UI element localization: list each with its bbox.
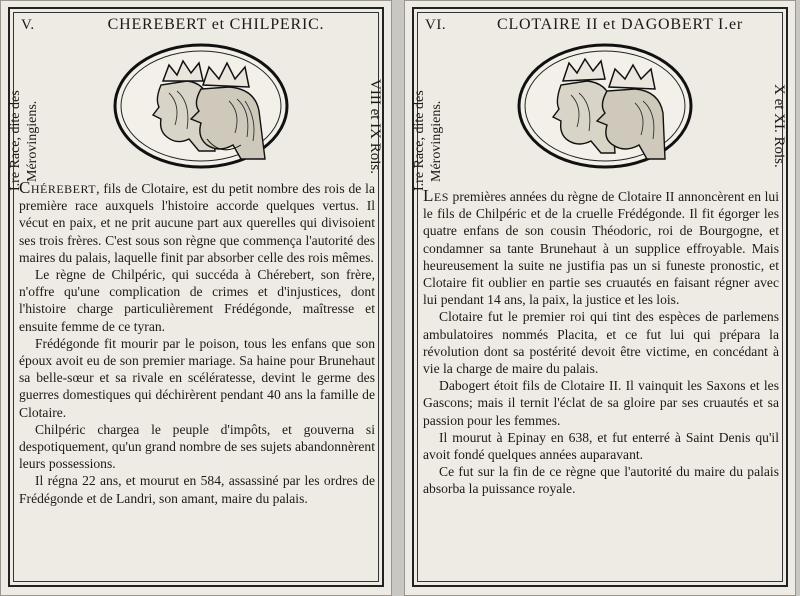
card-number: VI. xyxy=(425,17,447,33)
paragraph: Il régna 22 ans, et mourut en 584, assassiné par les ordres de Frédégonde et de Landri, son amant, maire du palais. xyxy=(19,473,375,506)
card-body xyxy=(19,179,375,507)
card-title: CHEREBERT et CHILPERIC. xyxy=(107,16,325,33)
kings-caption: X et XI. Rois. xyxy=(771,84,787,168)
card-clotaire-dagobert xyxy=(404,0,796,596)
card-number: V. xyxy=(21,17,35,33)
card-title: CLOTAIRE II et DAGOBERT I.er xyxy=(496,16,744,33)
paragraph: Les premières années du règne de Clotaire II annoncèrent en lui le fils de Chilpéric et de la cruelle Frédégonde. Il fit égorger les quatre enfans de son cousin Théodoric, roi de Bourgogne, et condamner sa tante Brunehaut à un supplice effroyable. Mais heureusement la suite ne justifia pas un si funeste pronostic, et Clotaire fit oublier en partie ses cruautés en faisant régner avec lui pendant 14 ans, la paix, la justice et les lois. xyxy=(423,186,779,308)
paragraph: Frédégonde fit mourir par le poison, tous les enfans que son époux avoit eu de son premier mariage. Sa haine pour Brunehaut sa belle-sœur et sa rivale en scélératesse, devint le germe des guerres domestiques qui déchirèrent pendant 40 ans la famille de Clotaire. xyxy=(19,335,375,420)
card-body xyxy=(423,187,779,498)
dynasty-caption: I.re Race, dite des Mérovingiens. xyxy=(412,90,444,192)
medallion-portrait xyxy=(111,41,291,171)
paragraph: Il mourut à Epinay en 638, et fut enterré à Saint Denis qu'il avoit fondé quelques années auparavant. xyxy=(423,429,779,463)
paragraph: Le règne de Chilpéric, qui succéda à Chérebert, son frère, n'offre qu'une complication de crimes et d'injustices, dont l'histoire charge particulièrement Frédégonde, maîtresse et ensuite femme de ce tyran. xyxy=(19,267,375,334)
paragraph: Chilpéric chargea le peuple d'impôts, et gouverna si despotiquement, qu'un grand nombre de ses sujets abandonnèrent leurs possessions. xyxy=(19,421,375,472)
paragraph: Ce fut sur la fin de ce règne que l'autorité du maire du palais absorba la puissance royale. xyxy=(423,464,779,497)
paragraph: Dabogert étoit fils de Clotaire II. Il vainquit les Saxons et les Gascons; mais il ternit l'éclat de sa gloire par ses cruautés et sa passion pour les femmes. xyxy=(423,378,779,428)
paragraph: Chérebert, fils de Clotaire, est du petit nombre des rois de la première race auxquels l'histoire accorde quelques vertus. Il vécut en paix, et ne prit aucune part aux querelles qui divisoient ses trois frères. C'est sous son règne que commença l'autorité des maires du palais, laquelle finit par absorber celle des rois mêmes. xyxy=(19,178,375,265)
medallion-portrait xyxy=(515,41,695,171)
kings-caption: VIII et IX Rois. xyxy=(367,78,383,174)
dynasty-caption: I.re Race, dite des Mérovingiens. xyxy=(8,90,40,192)
card-cherebert-chilperic xyxy=(0,0,392,596)
paragraph: Clotaire fut le premier roi qui tint des espèces de parlemens ambulatoires nommés Placita, et ce fut lui qui prépara la révolution dont sa postérité devoit être victime, en concédant à vie la charge de maire du palais. xyxy=(423,309,779,377)
